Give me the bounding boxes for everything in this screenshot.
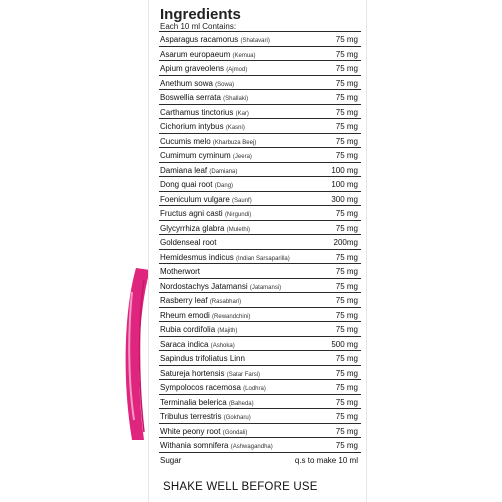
ingredient-amount: 75 mg	[335, 325, 358, 334]
ingredient-botanical-name: White peony root	[160, 426, 221, 436]
ingredient-botanical-name: Satureja hortensis	[160, 368, 225, 378]
ingredient-name	[160, 253, 290, 262]
ingredient-amount: 75 mg	[335, 209, 358, 218]
ingredient-local-name: (Nirgundi)	[224, 212, 252, 218]
ingredient-name	[160, 354, 245, 363]
ingredient-name	[160, 64, 247, 73]
ingredient-name	[160, 296, 241, 305]
ingredient-name	[160, 180, 233, 189]
ingredient-amount: 75 mg	[335, 107, 358, 117]
ingredient-amount: 75 mg	[335, 252, 358, 262]
ingredient-row	[159, 61, 361, 76]
ingredient-botanical-name: Damiana leaf	[160, 165, 208, 175]
ingredient-botanical-name: Motherwort	[160, 267, 201, 276]
ingredient-row	[159, 105, 361, 120]
ingredient-row	[159, 76, 361, 91]
ingredient-row	[159, 119, 361, 134]
ingredient-amount: 75 mg	[335, 368, 358, 378]
ingredient-botanical-name: Cichorium intybus	[160, 122, 224, 131]
ingredient-name	[160, 209, 251, 218]
ingredient-botanical-name: Goldenseal root	[160, 238, 217, 247]
ingredient-name	[160, 383, 266, 392]
ingredient-row	[159, 47, 361, 62]
ingredient-amount: 75 mg	[335, 267, 358, 276]
ingredient-row	[159, 221, 361, 236]
ingredient-local-name: (Ashwagandha)	[230, 444, 273, 450]
ingredient-botanical-name: Sapindus trifoliatus Linn	[160, 354, 245, 363]
ingredient-local-name: (Rasabhari)	[209, 299, 242, 305]
ingredient-row	[159, 395, 361, 410]
ingredient-name	[160, 166, 237, 175]
ingredient-name	[160, 325, 237, 334]
ingredient-amount: 75 mg	[335, 281, 358, 291]
shake-warning: SHAKE WELL BEFORE USE	[163, 481, 318, 493]
ingredient-amount: 75 mg	[335, 397, 358, 407]
ingredient-local-name: (Satar Farsi)	[226, 371, 261, 378]
ingredient-name	[160, 456, 181, 465]
ingredient-local-name: (Kemua)	[232, 52, 256, 59]
ingredient-name	[160, 267, 200, 276]
ingredient-amount: 75 mg	[335, 49, 358, 59]
ingredient-local-name: (Jatamansi)	[249, 284, 282, 291]
ingredient-local-name: (Majith)	[217, 328, 238, 334]
ingredient-name	[160, 340, 235, 349]
ingredient-amount: 75 mg	[335, 35, 358, 44]
ingredient-botanical-name: Foeniculum vulgare	[160, 194, 230, 204]
ingredient-name	[160, 398, 254, 407]
ingredient-local-name: (Baheda)	[228, 400, 254, 407]
ingredient-amount: 75 mg	[335, 93, 358, 102]
ingredient-local-name: (Gokharu)	[223, 415, 251, 421]
ingredient-amount: 75 mg	[335, 122, 358, 131]
ingredient-amount: 75 mg	[335, 151, 358, 160]
ingredient-name	[160, 35, 270, 44]
ingredient-amount: 75 mg	[335, 310, 358, 320]
ingredient-name	[160, 224, 250, 233]
ingredient-botanical-name: Rasberry leaf	[160, 296, 208, 305]
ingredient-row	[159, 380, 361, 395]
ingredient-amount: 75 mg	[335, 426, 358, 436]
ingredient-row	[159, 264, 361, 279]
ingredient-amount: 75 mg	[335, 354, 358, 363]
ingredient-botanical-name: Cucumis melo	[160, 136, 211, 146]
ingredient-botanical-name: Terminalia belerica	[160, 397, 227, 407]
ingredient-local-name: (Shatavari)	[240, 38, 270, 44]
ingredient-botanical-name: Rheum emodi	[160, 310, 210, 320]
ingredient-local-name: (Damiana)	[209, 168, 238, 175]
ingredient-local-name: (Dang)	[214, 183, 234, 189]
ingredient-row	[159, 453, 361, 468]
ingredient-name	[160, 311, 250, 320]
ingredient-local-name: (Mulethi)	[226, 226, 251, 233]
ingredient-botanical-name: Asparagus racamorus	[160, 35, 239, 44]
ingredient-name	[160, 369, 260, 378]
ingredient-local-name: (Kharbuza Beej)	[212, 139, 257, 146]
ingredient-row	[159, 148, 361, 163]
ingredient-name	[160, 50, 256, 59]
ingredient-row	[159, 337, 361, 352]
ingredient-botanical-name: Dong quai root	[160, 180, 213, 189]
ingredient-row	[159, 322, 361, 337]
ingredient-local-name: (Indian Sarsaparilla)	[236, 255, 290, 262]
ingredient-local-name: (Kar)	[235, 110, 249, 117]
ingredient-local-name: (Ashoka)	[210, 342, 235, 349]
ingredients-subtitle: Each 10 ml Contains:	[160, 22, 237, 31]
ingredient-botanical-name: Glycyrrhiza glabra	[160, 223, 225, 233]
ingredient-local-name: (Gondali)	[222, 429, 248, 436]
ingredient-botanical-name: Apium graveolens	[160, 64, 225, 73]
ingredient-amount: q.s to make 10 ml	[294, 455, 358, 465]
ingredient-local-name: (Rewandchini)	[212, 313, 251, 320]
ingredient-local-name: (Sowa)	[215, 81, 235, 88]
ingredient-amount: 300 mg	[331, 194, 358, 204]
ingredient-local-name: (Lodhra)	[243, 386, 266, 392]
ingredient-row	[159, 279, 361, 294]
ingredient-botanical-name: Boswellia serrata	[160, 93, 221, 102]
ingredient-amount: 100 mg	[331, 180, 358, 189]
ingredient-botanical-name: Sympolocos racemosa	[160, 383, 241, 392]
ingredients-label	[148, 0, 367, 502]
ingredient-row	[159, 192, 361, 207]
ingredient-botanical-name: Saraca indica	[160, 339, 209, 349]
ingredient-row	[159, 235, 361, 250]
ingredient-botanical-name: Withania somnifera	[160, 441, 229, 450]
ingredient-local-name: (Shallaki)	[223, 96, 249, 102]
ingredient-name	[160, 108, 249, 117]
ingredient-row	[159, 206, 361, 221]
ingredient-row	[159, 250, 361, 265]
ingredient-botanical-name: Asarum europaeum	[160, 49, 231, 59]
ingredient-local-name: (Kasni)	[225, 125, 245, 131]
ingredient-amount: 500 mg	[331, 339, 358, 349]
ingredient-amount: 75 mg	[335, 441, 358, 450]
ingredient-botanical-name: Fructus agni casti	[160, 209, 223, 218]
ingredient-amount: 75 mg	[335, 412, 358, 421]
ingredients-table	[159, 31, 361, 467]
ingredient-name	[160, 282, 281, 291]
ingredient-botanical-name: Cumimum cyminum	[160, 151, 231, 160]
ingredient-local-name: (Saunf)	[232, 197, 252, 204]
ingredient-botanical-name: Carthamus tinctorius	[160, 107, 234, 117]
ingredient-name	[160, 122, 245, 131]
ingredient-botanical-name: Anethum sowa	[160, 78, 213, 88]
ingredient-amount: 75 mg	[335, 78, 358, 88]
ingredient-name	[160, 137, 256, 146]
ingredient-row	[159, 177, 361, 192]
ingredient-name	[160, 412, 251, 421]
ingredient-row	[159, 308, 361, 323]
ingredient-botanical-name: Nordostachys Jatamansi	[160, 281, 248, 291]
ingredient-row	[159, 424, 361, 439]
ingredient-row	[159, 293, 361, 308]
ingredient-amount: 75 mg	[335, 296, 358, 305]
ingredient-name	[160, 441, 273, 450]
ingredient-row	[159, 366, 361, 381]
ingredient-row	[159, 90, 361, 105]
ingredient-botanical-name: Tribulus terrestris	[160, 412, 222, 421]
ingredient-name	[160, 93, 248, 102]
ingredient-local-name: (Jeera)	[232, 154, 252, 160]
ingredient-local-name: (Ajmod)	[226, 67, 248, 73]
ingredient-botanical-name: Rubia cordifolia	[160, 325, 216, 334]
ingredient-row	[159, 32, 361, 47]
ingredient-row	[159, 409, 361, 424]
ingredient-row	[159, 438, 361, 453]
ingredient-amount: 75 mg	[335, 64, 358, 73]
ingredients-title: Ingredients	[160, 6, 241, 23]
ingredient-amount: 200mg	[333, 238, 358, 247]
ingredient-name	[160, 195, 252, 204]
ingredient-amount: 75 mg	[335, 383, 358, 392]
ingredient-row	[159, 134, 361, 149]
ingredient-botanical-name: Hemidesmus indicus	[160, 252, 234, 262]
ingredient-name	[160, 151, 252, 160]
ingredient-botanical-name: Sugar	[160, 455, 182, 465]
ingredient-amount: 75 mg	[335, 223, 358, 233]
ingredient-name	[160, 427, 247, 436]
ingredient-row	[159, 351, 361, 366]
ingredient-name	[160, 79, 234, 88]
ingredient-row	[159, 163, 361, 178]
ingredient-amount: 100 mg	[331, 165, 358, 175]
ingredient-name	[160, 238, 216, 247]
ingredient-amount: 75 mg	[335, 136, 358, 146]
